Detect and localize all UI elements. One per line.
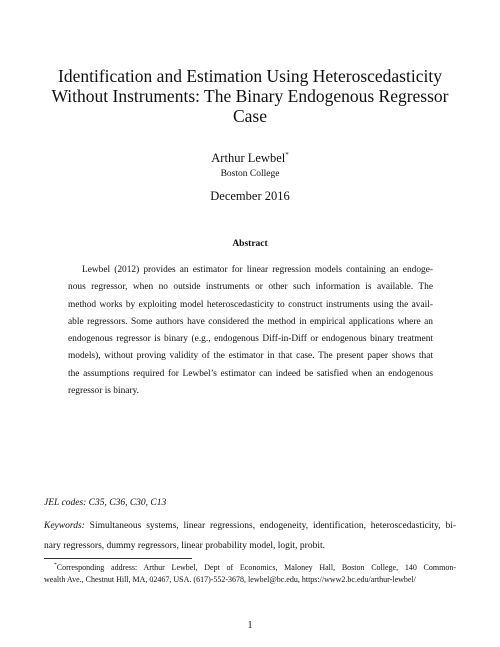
footnote-line [44,559,456,574]
footnote-text: Corresponding address: Arthur Lewbel, Dept of Economics, Maloney Hall, Boston College, 140 Common- [56,563,456,572]
title-line: Case [232,106,268,126]
keywords-label: Keywords: [44,521,85,531]
keywords-text: Simultaneous systems, linear regressions, endogeneity, identification, heteroscedasticity, bi- [89,521,457,531]
abstract-line: endogenous regressor is binary (e.g., endogenous Diff-in-Diff or endogenous binary treatment [68,334,433,345]
author [0,151,500,166]
paper-title [40,66,460,126]
jel-codes: JEL codes: C35, C36, C30, C13 [44,498,167,508]
paper-date: December 2016 [210,189,290,203]
abstract-line: Lewbel (2012) provides an estimator for linear regression models containing an endoge- [82,265,433,275]
keywords [44,516,456,556]
footnote [44,559,456,586]
abstract-line: models), without proving validity of the estimator in that case. The present paper shows that [68,351,433,362]
author-name: Arthur Lewbel [211,151,286,165]
abstract-line: method works by exploiting model heteroscedasticity to construct instruments using the avail- [68,299,433,310]
page-number: 1 [247,620,253,631]
keywords-line [44,516,456,536]
author-footnote-marker: * [285,151,289,159]
abstract-line: the assumptions required for Lewbel’s estimator can indeed be satisfied when an endogenous [68,368,433,379]
abstract-body [68,262,433,400]
title-line: Without Instruments: The Binary Endogenous Regressor [51,86,449,106]
abstract-line: regressor is binary. [68,386,139,397]
abstract-heading: Abstract [232,239,268,249]
abstract-line: nous regressor, when no outside instruments or other such information is available. The [68,282,433,293]
footnote-line: wealth Ave., Chestnut Hill, MA, 02467, USA. (617)-552-3678, lewbel@bc.edu, https://www2.bc.edu/arthur-lewbel/ [44,575,416,584]
footnote-marker: * [54,562,57,568]
author-affiliation: Boston College [220,169,280,179]
title-line: Identification and Estimation Using Heteroscedasticity [58,66,442,86]
abstract-line: able regressors. Some authors have considered the method in empirical applications where an [68,316,433,327]
keywords-line: nary regressors, dummy regressors, linear probability model, logit, probit. [44,541,325,551]
